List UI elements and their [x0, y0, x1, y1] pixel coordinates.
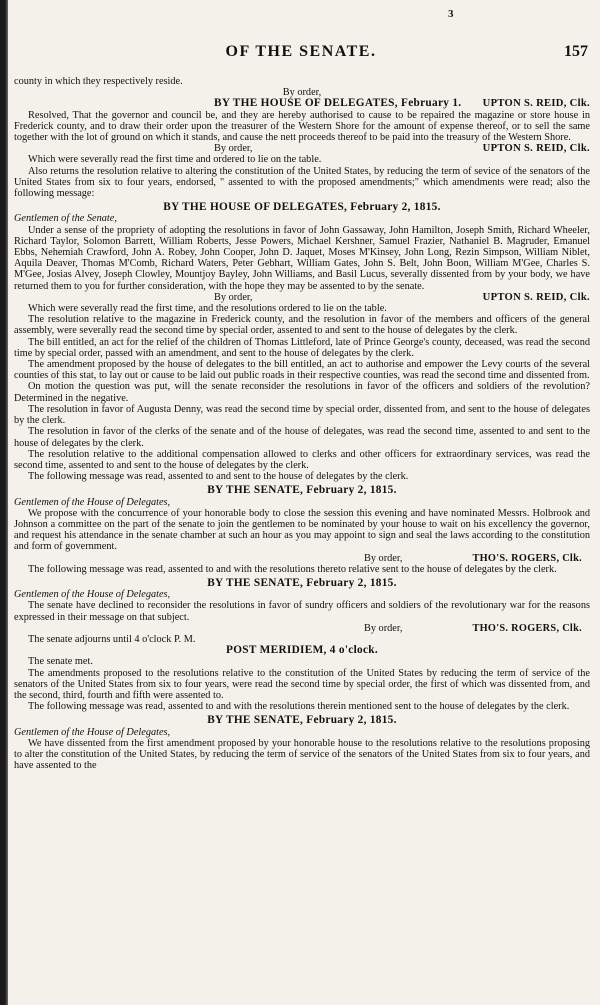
text-paragraph: The following message was read, assented to and with the resolutions thereto relative sent to the house of delegates by the clerk. [28, 563, 557, 575]
salutation: Gentlemen of the House of Delegates, [14, 496, 171, 508]
page-body [14, 76, 590, 771]
section-heading: BY THE SENATE, February 2, 1815. [207, 576, 397, 589]
text-line: county in which they respectively reside. [14, 76, 183, 87]
by-order-text: By order, [282, 87, 322, 99]
signature-row [14, 553, 590, 564]
salutation: Gentlemen of the Senate, [14, 213, 117, 225]
text-paragraph: The following message was read, assented to and with the resolutions therein mentioned sent to the house of delegates by the clerk. [28, 701, 570, 713]
text-paragraph: The resolution relative to the additional compensation allowed to clerks and other officers for extraordinary services, was read the second time, assented to and sent to the house of delegates by the clerk. [14, 448, 590, 471]
text-paragraph: The resolution relative to the magazine in Frederick county, and the resolution in favor of the members and officers of the general assembly, were severally read the second time by special order, assented to and sent to the house of delegates by the clerk. [14, 314, 590, 337]
clerk-signature: UPTON S. REID, Clk. [482, 291, 590, 303]
text-paragraph: The bill entitled, an act for the relief of the children of Thomas Littleford, late of Prince George's county, deceased, was read the second time by special order, passed with an amendment, and sent to the house of delegates by the clerk. [14, 336, 590, 359]
scan-binding-edge [0, 0, 8, 1005]
salutation: Gentlemen of the House of Delegates, [14, 726, 171, 738]
by-order-text: By order, [363, 622, 403, 634]
signature-row [14, 623, 590, 634]
clerk-signature: THO'S. ROGERS, Clk. [472, 552, 582, 564]
by-order-text: By order, [214, 143, 253, 155]
text-paragraph: Which were severally read the first time and ordered to lie on the table. [28, 154, 322, 166]
salutation: Gentlemen of the House of Delegates, [14, 589, 171, 601]
text-paragraph: The senate met. [28, 656, 93, 668]
by-order-text: By order, [363, 552, 403, 564]
text-paragraph: Which were severally read the first time, and the resolutions ordered to lie on the table. [28, 303, 387, 315]
text-paragraph: The senate adjourns until 4 o'clock P. M. [28, 633, 196, 645]
signature-row [14, 292, 590, 303]
section-heading: BY THE HOUSE OF DELEGATES, February 2, 1815. [163, 201, 441, 214]
text-paragraph: The following message was read, assented to and sent to the house of delegates by the clerk. [28, 471, 409, 483]
clerk-signature: UPTON S. REID, Clk. [482, 143, 590, 155]
signature-row [14, 143, 590, 154]
resolution-paragraph: Resolved, That the governor and council be, and they are hereby authorised to cause to be repaired the magazine or store house in Frederick county, and to draw their order upon the treasurer of the Western Shore for the amount of expense thereof, or to sell the same together with the lot of ground on which it stands, and cause the nett proceeds thereof to be paid into the treasury of the Western Shore. [14, 109, 590, 144]
message-paragraph: We have dissented from the first amendment proposed by your honorable house to the resolutions relative to the resolutions proposing to alter the constitution of the United States, by reducing the term of service of the senators of the United States from six to four years, and have assented to the [14, 737, 590, 772]
section-heading: BY THE SENATE, February 2, 1815. [207, 484, 397, 497]
top-mark: 3 [448, 8, 454, 20]
text-paragraph: Also returns the resolution relative to altering the constitution of the United States, by reducing the term of sevice of the senators of the United States from six to four years, endorsed, " assented to with the proposed amendments;" which amendments were read; also the following message: [14, 165, 590, 200]
text-paragraph: On motion the question was put, will the senate reconsider the resolutions in favor of the officers and soldiers of the revolution? Determined in the negative. [14, 381, 590, 404]
clerk-signature: THO'S. ROGERS, Clk. [472, 622, 582, 634]
section-heading: BY THE SENATE, February 2, 1815. [207, 714, 397, 727]
message-paragraph: We propose with the concurrence of your honorable body to close the session this evening and have nominated Messrs. Holbrook and Johnson a committee on the part of the senate to join the gentlemen to be nominated by your house to wait on his excellency the governor, and request his attendance in the senate chamber at such an hour as you may appoint to sign and seal the laws according to the constitution and form of government. [14, 507, 590, 553]
page-number: 157 [564, 43, 588, 60]
by-order-text: By order, [214, 291, 253, 303]
section-heading: POST MERIDIEM, 4 o'clock. [226, 644, 378, 657]
text-paragraph: The amendments proposed to the resolutions relative to the constitution of the United States by reducing the term of service of the senators of the United States from six to four years, were read the second time by special order, the first of which was dissented from, and the second, third, fourth and fifth were assented to. [14, 667, 590, 701]
section-heading: BY THE HOUSE OF DELEGATES, February 1. [214, 97, 462, 110]
clerk-signature: UPTON S. REID, Clk. [482, 98, 590, 110]
running-title: OF THE SENATE. [225, 43, 377, 60]
text-paragraph: The amendment proposed by the house of delegates to the bill entitled, an act to authorise and empower the Levy courts of the several counties of this stat, to lay out or cause to be laid out public roads in their respective counties, was read the second time and dissented from. [14, 359, 590, 382]
message-paragraph: The senate have declined to reconsider the resolutions in favor of sundry officers and soldiers of the revolutionary war for the reasons expressed in their message on that subject. [14, 600, 590, 623]
page-header [14, 43, 588, 71]
text-paragraph: The resolution in favor of the clerks of the senate and of the house of delegates, was read the second time, assented to and sent to the house of delegates by the clerk. [14, 426, 590, 449]
message-paragraph: Under a sense of the propriety of adopting the resolutions in favor of John Gassaway, John Hamilton, Joseph Smith, Richard Wheeler, Richard Taylor, Solomon Barrett, William Roberts, Jesse Powers, Michael Kershner, Samuel Frazier, Nathaniel B. Magruder, Emanuel Ebbs, Nehemiah Crawford, John A. Robey, John Cooper, John D. Jaquet, Moses M'Kinsey, John Long, Rezin Simpson, William Niblet, Aquila Deaver, Thomas M'Comb, Richard Waters, Peter Gebhart, William Gates, John S. Belt, John Boon, William M'Gee, Charles S. M'Gee, Josias Alvey, Joseph Clowley, Mountjoy Bayley, John Williams, and Basil Lucus, severally dissented from by your body, we have returned them to you for further consideration, with the hope they may be assented to by the senate. [14, 224, 590, 292]
signature-row [14, 98, 590, 109]
text-paragraph: The resolution in favor of Augusta Denny, was read the second time by special order, dissented from, and sent to the house of delegates by the clerk. [14, 403, 590, 427]
